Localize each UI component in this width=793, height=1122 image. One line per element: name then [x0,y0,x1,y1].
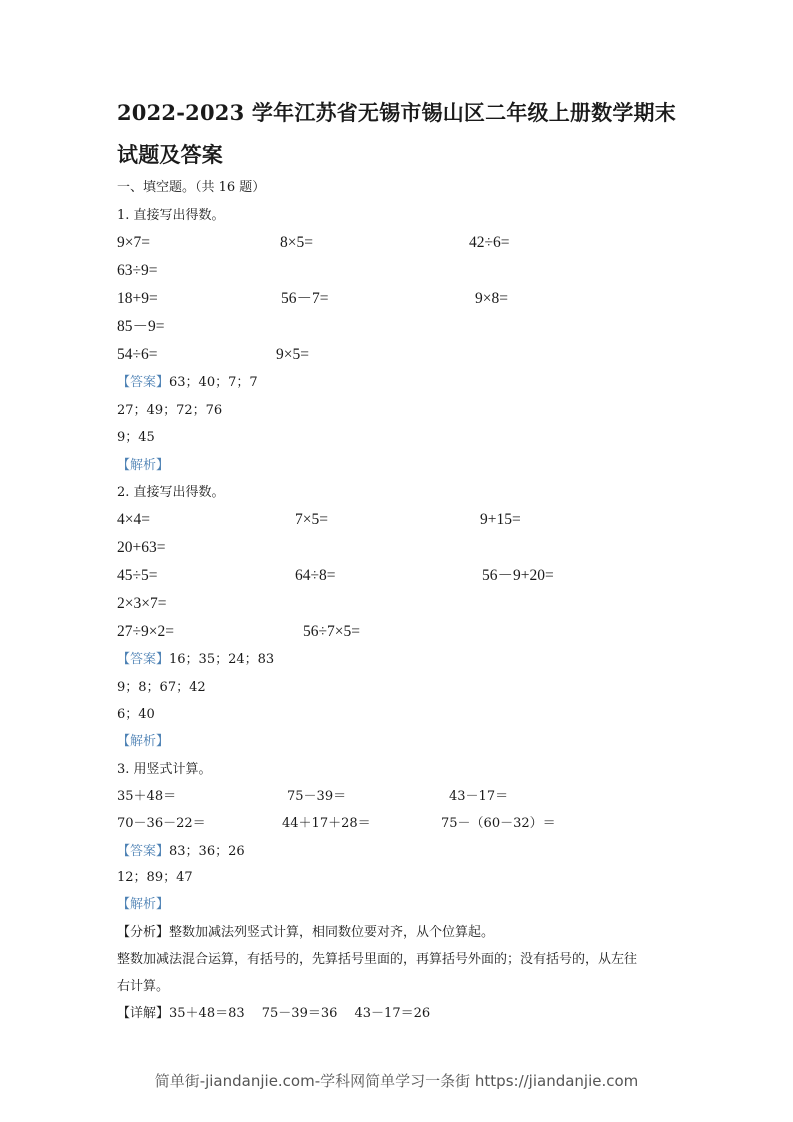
q2-item: 27÷9×2= [117,623,174,640]
q2-analysis-label: 【解析】 [117,734,170,749]
q3-answer [117,843,245,861]
q3-explain-line-1: 整数加减法混合运算，有括号的，先算括号里面的，再算括号外面的；没有括号的，从左往 [117,952,638,967]
q3-item: 44＋17＋28＝ [282,816,371,831]
q2-item: 4×4= [117,511,150,528]
q1-item: 56－7= [281,290,329,307]
document-title: 2022-2023 学年江苏省无锡市锡山区二年级上册数学期末试题及答案 [117,100,676,167]
q1-analysis-label: 【解析】 [117,458,170,473]
q3-item: 43－17＝ [449,789,509,804]
answer-text: 63；40；7；7 [169,375,258,390]
q2-answer-line-3: 6；40 [117,707,155,722]
q2-row-2 [117,539,165,557]
q3-answer-line-2: 12；89；47 [117,870,193,885]
q3-item: 35＋48＝ [117,789,177,804]
q1-answer-line-2: 27；49；72；76 [117,403,223,418]
q3-detail: 【详解】35＋48＝83 75－39＝36 43－17＝26 [117,1006,431,1021]
q1-row-2 [117,262,158,280]
answer-label: 【答案】 [117,375,170,390]
q3-explain-line-2: 右计算。 [117,979,170,994]
q3-item: 75－39＝ [287,789,347,804]
q2-row-4 [117,595,166,613]
q2-item: 56÷7×5= [303,623,360,640]
section-heading: 一、填空题。（共 16 题） [117,180,266,195]
q1-item: 9×5= [276,346,309,363]
answer-text: 16；35；24；83 [169,652,275,667]
answer-label: 【答案】 [117,652,170,667]
q2-answer-line-2: 9；8；67；42 [117,680,206,695]
q2-item: 45÷5= [117,567,158,584]
answer-text: 83；36；26 [169,844,245,859]
q1-item: 8×5= [280,234,313,251]
q1-item: 42÷6= [469,234,510,251]
q2-item: 9+15= [480,511,521,528]
q1-item: 63÷9= [117,262,158,279]
q1-item: 9×8= [475,290,508,307]
q3-item: 75－（60－32）＝ [441,816,556,831]
q3-prompt: 3. 用竖式计算。 [117,762,212,777]
q2-answer [117,651,274,669]
q1-item: 18+9= [117,290,158,307]
q1-item: 54÷6= [117,346,158,363]
q1-item: 9×7= [117,234,150,251]
q2-item: 64÷8= [295,567,336,584]
q1-answer [117,374,258,392]
q2-item: 56－9+20= [482,567,554,584]
q1-prompt: 1. 直接写出得数。 [117,208,225,223]
answer-label: 【答案】 [117,844,170,859]
q2-item: 7×5= [295,511,328,528]
q2-item: 2×3×7= [117,595,167,612]
footer-watermark: 简单街-jiandanjie.com-学科网简单学习一条街 https://jiandanjie.com [154,1072,639,1090]
q2-item: 20+63= [117,539,166,556]
q1-answer-line-3: 9；45 [117,430,155,445]
q3-analysis-label: 【解析】 [117,897,170,912]
q1-row-4 [117,318,165,336]
q3-item: 70－36－22＝ [117,816,206,831]
q2-prompt: 2. 直接写出得数。 [117,485,225,500]
q1-item: 85－9= [117,318,165,335]
q3-fenxi: 【分析】整数加减法列竖式计算，相同数位要对齐，从个位算起。 [117,925,495,940]
